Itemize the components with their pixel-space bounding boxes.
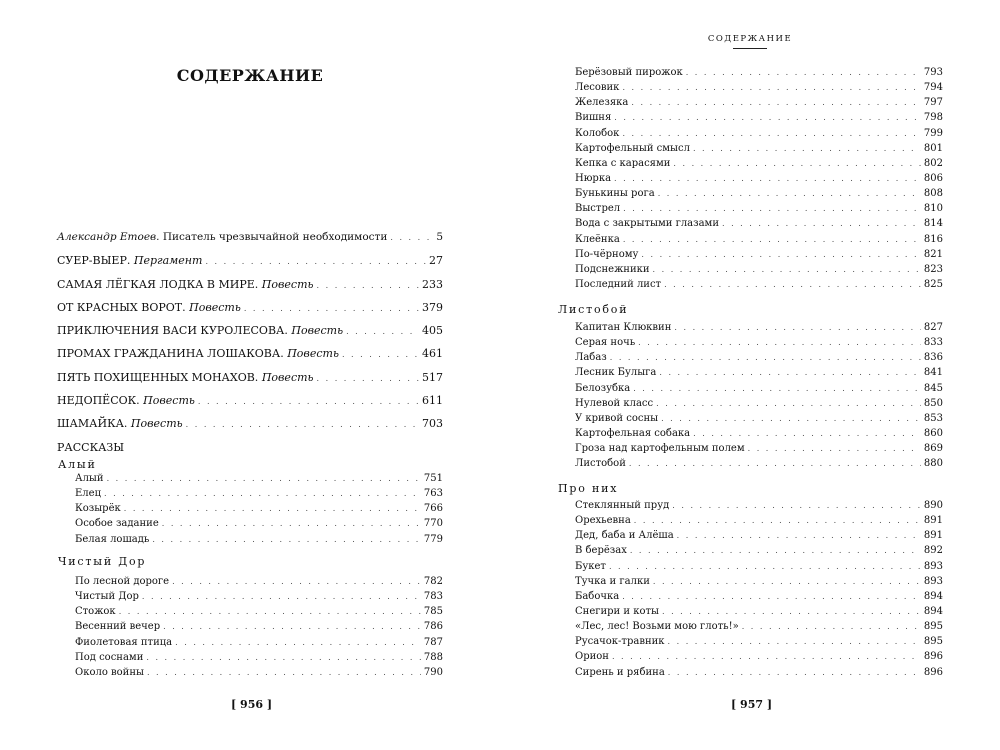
toc-entry[interactable]: [575, 559, 943, 574]
toc-entry[interactable]: [575, 350, 943, 365]
page-number: 841: [923, 367, 943, 379]
entry-title: Бунькины рога: [575, 188, 655, 200]
page-number: 785: [423, 606, 443, 618]
page-number: 788: [423, 651, 443, 663]
toc-entry[interactable]: [57, 412, 443, 435]
leader-dots: [172, 574, 421, 589]
entry-title: Железяка: [575, 97, 629, 109]
toc-entry[interactable]: [575, 589, 943, 604]
page-number: 801: [923, 142, 943, 154]
page-number: 763: [423, 488, 443, 500]
toc-entry[interactable]: [75, 501, 443, 516]
page-number: 833: [923, 337, 943, 349]
page-number: 825: [923, 278, 943, 290]
entry-title: Вишня: [575, 112, 612, 124]
leader-dots: [631, 95, 921, 110]
entry-title: Колобок: [575, 127, 620, 139]
leader-dots: [614, 171, 921, 186]
toc-entry[interactable]: [575, 365, 943, 380]
leader-dots: [152, 532, 421, 547]
entry-title: НЕДОПЁСОК.: [57, 394, 140, 408]
page-number: 787: [423, 636, 443, 648]
toc-entry[interactable]: [575, 320, 943, 335]
leader-dots: [693, 141, 921, 156]
section-list-listoboi: [575, 320, 943, 471]
entry-title: Стеклянный пруд: [575, 500, 670, 511]
page-number: 797: [923, 97, 943, 109]
page-number: 233: [422, 277, 443, 291]
page-number: 517: [422, 370, 443, 384]
entry-title: Выстрел: [575, 203, 621, 215]
toc-entry[interactable]: [75, 665, 443, 680]
leader-dots: [630, 543, 921, 558]
page-number: 782: [423, 576, 443, 587]
entry-title: Снегири и коты: [575, 605, 659, 617]
right-page: [500, 0, 1000, 750]
toc-entry[interactable]: [57, 273, 443, 296]
entry-genre: Повесть: [261, 370, 314, 384]
entry-title: Клеёнка: [575, 233, 620, 245]
entry-title: ШАМАЙКА.: [57, 417, 128, 431]
leader-dots: [653, 262, 921, 277]
toc-entry[interactable]: [75, 574, 443, 589]
entry-title: Белозубка: [575, 382, 631, 394]
entry-genre: Повесть: [287, 347, 339, 361]
page-number: 808: [923, 188, 943, 200]
page-number: 827: [923, 322, 943, 333]
page-number: 806: [923, 172, 943, 184]
leader-dots: [612, 649, 921, 664]
running-head: СОДЕРЖАНИЕ: [707, 34, 793, 44]
page-number: 892: [923, 545, 943, 557]
toc-entry[interactable]: [575, 619, 943, 634]
page-number: 880: [923, 458, 943, 470]
entry-title: Берёзовый пирожок: [575, 67, 683, 78]
toc-entry[interactable]: [57, 389, 443, 412]
leader-dots: [672, 498, 921, 513]
entry-title: ПРОМАХ ГРАЖДАНИНА ЛОШАКОВА.: [57, 347, 284, 361]
entry-title: По-чёрному: [575, 248, 639, 260]
leader-dots: [163, 619, 421, 634]
leader-dots: [658, 186, 921, 201]
toc-entry[interactable]: [575, 156, 943, 171]
entry-title: Весенний вечер: [75, 621, 161, 633]
page-number: 793: [923, 67, 943, 78]
leader-dots: [622, 589, 921, 604]
entry-genre: Пергамент: [133, 254, 203, 268]
page-number: 893: [923, 560, 943, 572]
entry-genre: Повесть: [189, 300, 241, 314]
page-number: 5: [436, 231, 443, 243]
leader-dots: [641, 247, 921, 262]
leader-dots: [175, 635, 421, 650]
page-number: 27: [429, 254, 443, 268]
toc-entry[interactable]: [575, 110, 943, 125]
entry-title: Букет: [575, 560, 606, 572]
page-number-left: [ 956 ]: [231, 698, 273, 711]
page-number: 786: [423, 621, 443, 633]
toc-entry[interactable]: [575, 604, 943, 619]
leader-dots: [638, 335, 921, 350]
toc-entry[interactable]: [575, 574, 943, 589]
leader-dots: [661, 411, 921, 426]
entry-title: Капитан Клюквин: [575, 322, 672, 333]
stories-heading: РАССКАЗЫ: [57, 440, 125, 454]
toc-entry[interactable]: [575, 426, 943, 441]
running-head-rule: [733, 48, 767, 49]
page-number: 891: [923, 515, 943, 527]
entry-title: Особое задание: [75, 518, 159, 530]
toc-entry[interactable]: [575, 381, 943, 396]
entry-genre: Повесть: [261, 277, 314, 291]
entry-title: ПРИКЛЮЧЕНИЯ ВАСИ КУРОЛЕСОВА.: [57, 324, 288, 338]
leader-dots: [622, 126, 920, 141]
leader-dots: [722, 216, 921, 231]
leader-dots: [610, 350, 921, 365]
entry-title: В берёзах: [575, 545, 627, 557]
entry-title: У кривой сосны: [575, 412, 659, 424]
entry-title: Нулевой класс: [575, 397, 654, 409]
page-number: 891: [923, 530, 943, 542]
page-number: 794: [923, 82, 943, 94]
entry-title: Последний лист: [575, 278, 662, 290]
entry-genre: Повесть: [143, 394, 195, 408]
entry-title: Козырёк: [75, 503, 121, 515]
works-list: [57, 249, 443, 435]
section-heading-pro-nikh: Про них: [558, 482, 619, 495]
leader-dots: [614, 110, 921, 125]
toc-entry[interactable]: [575, 65, 943, 80]
toc-entry-intro[interactable]: [57, 226, 443, 249]
section-list-alyi: [75, 471, 443, 547]
toc-entry[interactable]: [575, 498, 943, 513]
page-number: 890: [923, 500, 943, 511]
page-title: СОДЕРЖАНИЕ: [176, 66, 324, 85]
entry-title: По лесной дороге: [75, 576, 170, 587]
entry-title: Около войны: [75, 666, 144, 678]
page-number: 461: [422, 347, 443, 361]
section-heading-listoboi: Листобой: [558, 303, 629, 316]
leader-dots: [742, 619, 921, 634]
entry-title: Русачок-травник: [575, 636, 665, 648]
leader-dots: [162, 516, 421, 531]
toc-entry[interactable]: [575, 126, 943, 141]
leader-dots: [317, 274, 419, 297]
toc-entry[interactable]: [575, 247, 943, 262]
toc-entry[interactable]: [75, 532, 443, 547]
section-list-chistyi-dor-continued: [575, 65, 943, 292]
entry-title: Чистый Дор: [75, 591, 139, 603]
page-number: 770: [423, 518, 443, 530]
page-number: 845: [923, 382, 943, 394]
section-list-chistyi-dor: [75, 574, 443, 680]
toc-entry[interactable]: [575, 201, 943, 216]
toc-entry[interactable]: [575, 634, 943, 649]
leader-dots: [748, 441, 921, 456]
page-number: 860: [923, 427, 943, 439]
leader-dots: [622, 80, 920, 95]
page-number: 783: [423, 591, 443, 603]
page-number: 751: [423, 473, 443, 484]
leader-dots: [659, 365, 921, 380]
toc-entry[interactable]: [75, 589, 443, 604]
entry-title: Лесник Булыга: [575, 367, 657, 379]
leader-dots: [147, 665, 421, 680]
entry-title: Лесовик: [575, 82, 620, 94]
page-number: 896: [923, 651, 943, 663]
entry-title: Листобой: [575, 458, 626, 470]
entry-title: Нюрка: [575, 172, 612, 184]
toc-entry[interactable]: [575, 543, 943, 558]
section-heading-chistyi-dor: Чистый Дор: [58, 555, 147, 568]
entry-title: Кепка с карасями: [575, 157, 671, 169]
entry-title: Стожок: [75, 606, 116, 618]
page-number: 816: [923, 233, 943, 245]
toc-entry[interactable]: [575, 396, 943, 411]
page-number: 379: [422, 300, 443, 314]
section-list-pro-nikh: [575, 498, 943, 680]
toc-entry[interactable]: [75, 516, 443, 531]
toc-entry[interactable]: [575, 95, 943, 110]
leader-dots: [390, 226, 433, 249]
intro-author: Александр Етоев.: [57, 231, 160, 243]
leader-dots: [124, 501, 421, 516]
page-number: 766: [423, 503, 443, 515]
entry-title: ОТ КРАСНЫХ ВОРОТ.: [57, 300, 186, 314]
entry-genre: Повесть: [291, 324, 344, 338]
page-number: 896: [923, 666, 943, 678]
toc-entry[interactable]: [575, 649, 943, 664]
toc-entry[interactable]: [57, 249, 443, 272]
leader-dots: [677, 528, 921, 543]
page-number: 869: [923, 443, 943, 455]
entry-title: САМАЯ ЛЁГКАЯ ЛОДКА В МИРЕ.: [57, 277, 259, 291]
leader-dots: [198, 390, 419, 413]
entry-title: Елец: [75, 488, 102, 500]
leader-dots: [107, 471, 421, 486]
entry-title: Дед, баба и Алёша: [575, 530, 674, 542]
page-number: 821: [923, 248, 943, 260]
page-number: 405: [422, 324, 443, 338]
toc-entry[interactable]: [75, 635, 443, 650]
toc-entry[interactable]: [575, 665, 943, 680]
toc-entry[interactable]: [575, 441, 943, 456]
section-heading-alyi: Алый: [58, 458, 97, 471]
entry-title: Под соснами: [75, 651, 144, 663]
leader-dots: [668, 665, 921, 680]
entry-title: Подснежники: [575, 263, 650, 275]
toc-entry[interactable]: [75, 604, 443, 619]
entry-title: Картофельный смысл: [575, 142, 690, 154]
toc-entry[interactable]: [575, 171, 943, 186]
toc-entry[interactable]: [575, 186, 943, 201]
page-number: 703: [422, 417, 443, 431]
page-number: 611: [422, 394, 443, 408]
toc-entry[interactable]: [575, 456, 943, 471]
intro-title: Писатель чрезвычайной необходимости: [162, 231, 388, 243]
page-number: 823: [923, 263, 943, 275]
page-number: 853: [923, 412, 943, 424]
leader-dots: [623, 232, 921, 247]
toc-entry[interactable]: [575, 513, 943, 528]
toc-entry[interactable]: [575, 80, 943, 95]
page-number: 790: [423, 666, 443, 678]
leader-dots: [629, 456, 921, 471]
entry-title: Фиолетовая птица: [75, 636, 173, 648]
entry-title: ПЯТЬ ПОХИЩЕННЫХ МОНАХОВ.: [57, 370, 259, 384]
contents-main-list: [57, 226, 443, 459]
leader-dots: [623, 201, 921, 216]
page-number: 836: [923, 352, 943, 364]
leader-dots: [662, 604, 921, 619]
toc-entry[interactable]: [75, 486, 443, 501]
page-number-right: [ 957 ]: [731, 698, 773, 711]
toc-entry[interactable]: [75, 650, 443, 665]
leader-dots: [609, 559, 921, 574]
entry-title: Тучка и галки: [575, 575, 650, 587]
leader-dots: [674, 320, 921, 335]
toc-entry[interactable]: [575, 528, 943, 543]
leader-dots: [142, 589, 421, 604]
page-number: 798: [923, 112, 943, 124]
leader-dots: [693, 426, 921, 441]
toc-entry[interactable]: [57, 342, 443, 365]
leader-dots: [664, 277, 921, 292]
toc-entry[interactable]: [575, 141, 943, 156]
entry-title: Орион: [575, 651, 609, 663]
entry-title: Серая ночь: [575, 337, 636, 349]
leader-dots: [205, 250, 426, 273]
entry-title: СУЕР-ВЫЕР.: [57, 254, 131, 268]
toc-entry[interactable]: [75, 471, 443, 486]
toc-entry[interactable]: [57, 296, 443, 319]
toc-entry[interactable]: [575, 277, 943, 292]
entry-title: Картофельная собака: [575, 427, 691, 439]
page-number: 895: [923, 636, 943, 648]
page-number: 850: [923, 397, 943, 409]
entry-title: Орехьевна: [575, 515, 631, 527]
entry-genre: Повесть: [130, 417, 183, 431]
entry-title: Сирень и рябина: [575, 666, 665, 678]
toc-entry[interactable]: [57, 366, 443, 389]
page-number: 799: [923, 127, 943, 139]
page-number: 895: [923, 621, 943, 633]
leader-dots: [317, 367, 419, 390]
leader-dots: [653, 574, 921, 589]
page-number: 814: [923, 218, 943, 230]
leader-dots: [186, 413, 419, 436]
entry-title: Алый: [75, 473, 104, 484]
entry-title: Бабочка: [575, 590, 620, 602]
leader-dots: [104, 486, 421, 501]
page-number: 893: [923, 575, 943, 587]
page-number: 894: [923, 605, 943, 617]
leader-dots: [244, 297, 419, 320]
leader-dots: [668, 634, 921, 649]
toc-entry[interactable]: [575, 262, 943, 277]
toc-entry[interactable]: [75, 619, 443, 634]
leader-dots: [119, 604, 421, 619]
entry-title: Лабаз: [575, 352, 607, 364]
leader-dots: [686, 65, 921, 80]
leader-dots: [634, 513, 921, 528]
leader-dots: [673, 156, 920, 171]
leader-dots: [342, 343, 419, 366]
entry-title: Вода с закрытыми глазами: [575, 218, 719, 230]
leader-dots: [656, 396, 921, 411]
toc-entry[interactable]: [575, 411, 943, 426]
entry-title: Гроза над картофельным полем: [575, 443, 745, 455]
page-number: 802: [923, 157, 943, 169]
entry-title: Белая лошадь: [75, 533, 150, 545]
leader-dots: [633, 381, 921, 396]
entry-title: «Лес, лес! Возьми мою глоть!»: [575, 621, 739, 633]
toc-entry[interactable]: [57, 319, 443, 342]
toc-entry[interactable]: [575, 232, 943, 247]
page-number: 779: [423, 533, 443, 545]
leader-dots: [346, 320, 419, 343]
leader-dots: [146, 650, 421, 665]
page-number: 894: [923, 590, 943, 602]
toc-entry[interactable]: [575, 335, 943, 350]
page-number: 810: [923, 203, 943, 215]
toc-entry[interactable]: [575, 216, 943, 231]
